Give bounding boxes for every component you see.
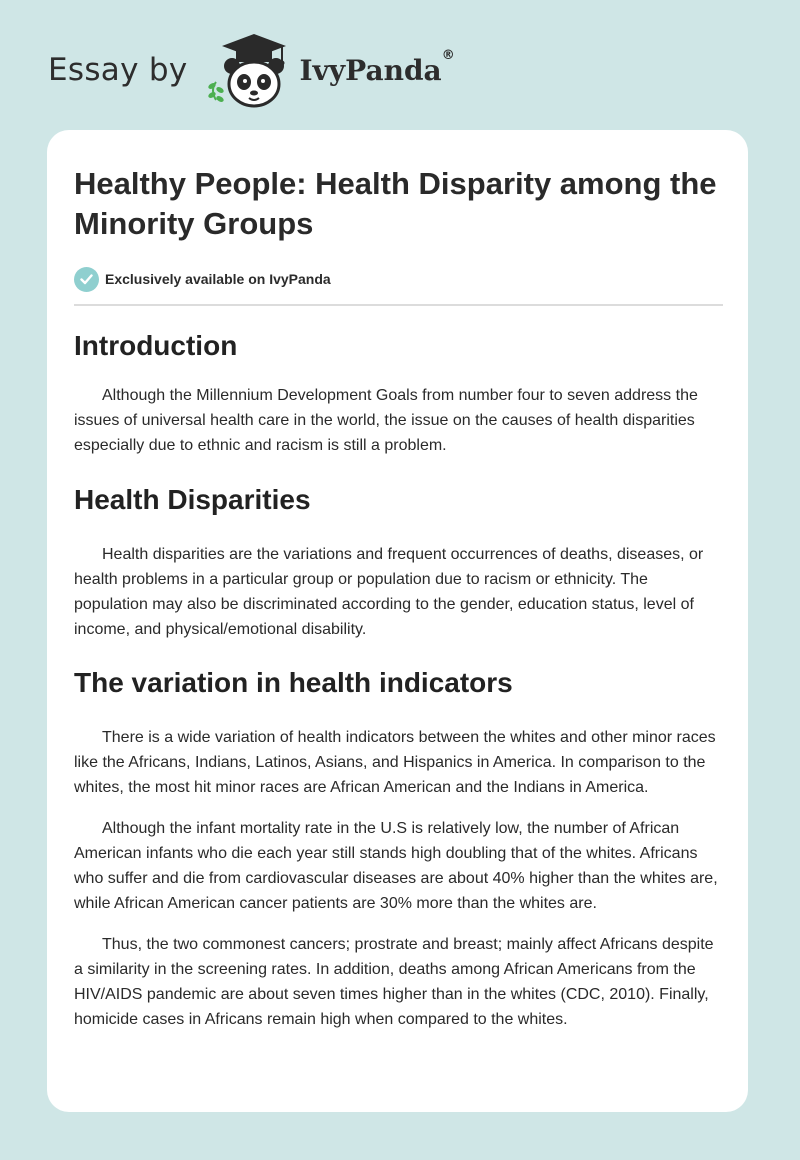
article-card [47,130,748,1112]
brand-header[interactable] [48,30,455,110]
divider [74,304,723,306]
exclusive-badge [74,266,722,292]
registered-mark: ® [441,47,455,63]
paragraph: Although the Millennium Development Goals from number four to seven address the issues of universal health care in the world, the issue on the causes of health disparities especially due to ethnic and racism is still a problem. [74,387,698,454]
badge-text: Exclusively available on IvyPanda [105,271,331,287]
page-title: Healthy People: Health Disparity among the Minority Groups [74,166,717,241]
paragraph: Although the infant mortality rate in the U.S is relatively low, the number of African American infants who die each year still stands high doubling that of the whites. Africans who suffer and die from cardiovascular diseases are about 40% higher than the whites are, while African American cancer patients are 30% more than the whites are. [74,820,718,912]
section-heading-health-disparities: Health Disparities [74,484,311,515]
section-heading-variation: The variation in health indicators [74,667,513,698]
brand-prefix: Essay by [48,52,188,88]
panda-logo-icon [202,30,298,110]
paragraph: There is a wide variation of health indicators between the whites and other minor races like the Africans, Indians, Latinos, Asians, and Hispanics in America. In comparison to the whites, the most hit minor races are African American and the Indians in America. [74,729,716,796]
check-circle-icon [74,267,99,292]
brand-name: IvyPanda® [299,47,455,87]
paragraph: Health disparities are the variations and frequent occurrences of deaths, diseases, or health problems in a particular group or population due to racism or ethnicity. The population may also be discriminated according to the gender, education status, level of income, and physical/emotional disability. [74,546,704,638]
section-heading-introduction: Introduction [74,330,238,361]
paragraph: Thus, the two commonest cancers; prostrate and breast; mainly affect Africans despite a similarity in the screening rates. In addition, deaths among African Americans from the HIV/AIDS pandemic are about seven times higher than in the whites (CDC, 2010). Finally, homicide cases in Africans remain high when compared to the whites. [74,936,714,1028]
